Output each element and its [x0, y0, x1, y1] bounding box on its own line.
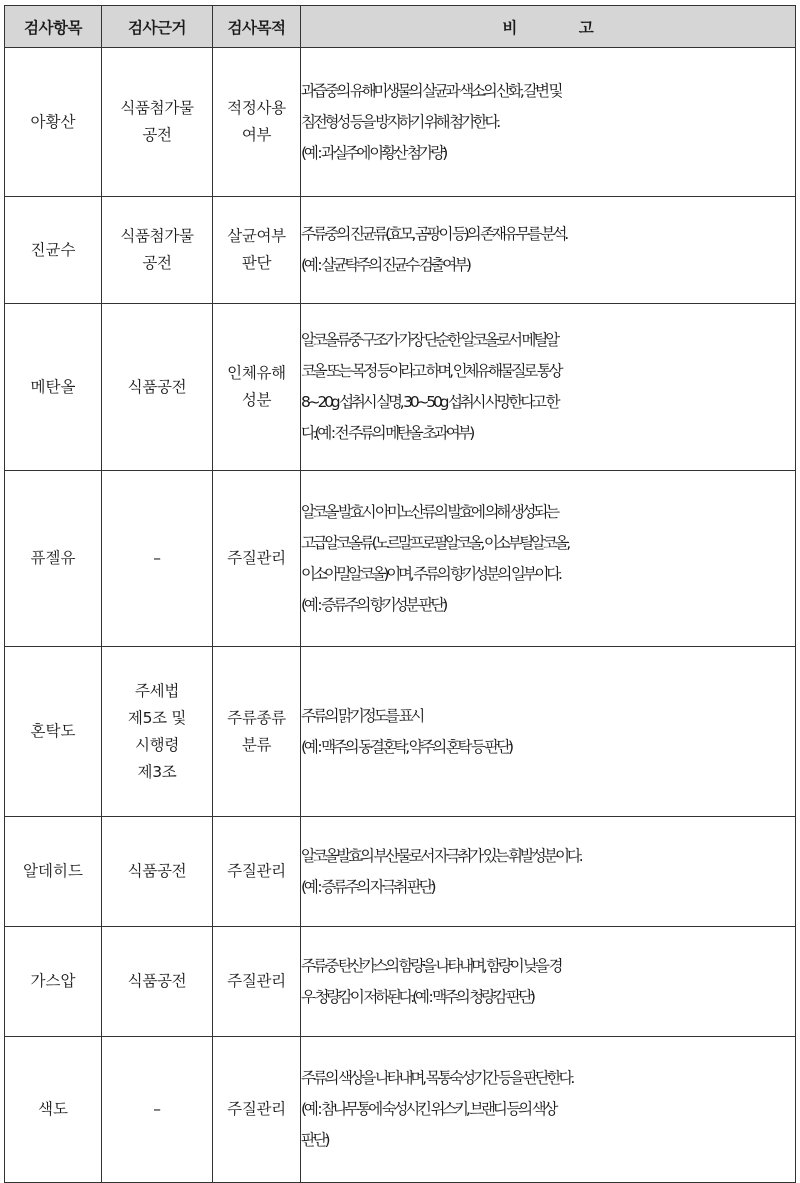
remarks-line: (예 : 살균탁주의 진균수 검출여부)	[301, 256, 469, 274]
item-cell: 혼탁도	[5, 647, 102, 817]
inspection-table-container	[4, 5, 795, 1183]
remarks-line: (예 : 참나무통에 숙성시킨 위스키, 브랜디 등의 색상	[301, 1100, 556, 1118]
purpose-line: 적정사용	[227, 99, 286, 117]
purpose-line: 분류	[241, 735, 272, 754]
purpose-cell	[213, 304, 301, 471]
remarks-cell	[301, 817, 796, 927]
basis-line: 식품공전	[127, 972, 187, 990]
remarks-line: 주류중의 진균류(효모, 곰팡이 등)의 존재유무를 분석.	[301, 225, 567, 243]
remarks-line: 판단)	[301, 1131, 328, 1149]
basis-cell	[102, 197, 213, 304]
purpose-line: 인체유해	[227, 364, 286, 382]
header-basis: 검사근거	[102, 6, 213, 48]
basis-cell	[102, 304, 213, 471]
basis-cell	[102, 471, 213, 647]
remarks-cell	[301, 647, 796, 817]
remarks-line: 주류의 색상을 나타내며, 목통숙성기간 등을 판단한다.	[301, 1069, 573, 1087]
table-row	[5, 197, 796, 304]
remarks-cell	[301, 48, 796, 197]
purpose-cell	[213, 1037, 301, 1183]
remarks-line: 다.(예 : 전 주류의 메탄올 초과여부)	[301, 424, 473, 442]
purpose-line: 주류종류	[227, 708, 286, 727]
purpose-line: 성분	[241, 391, 272, 409]
remarks-line: (예 : 증류주의 자극취 판단)	[301, 877, 434, 896]
purpose-cell	[213, 48, 301, 197]
remarks-line: 과즙중의 유해미생물의 살균과 색소의 산화, 갈변 및	[301, 81, 561, 100]
basis-line: 식품첨가물	[120, 227, 194, 245]
table-row	[5, 927, 796, 1037]
basis-cell	[102, 927, 213, 1037]
basis-line: 식품공전	[127, 862, 187, 880]
remarks-cell	[301, 304, 796, 471]
basis-cell	[102, 817, 213, 927]
item-cell: 진균수	[5, 197, 102, 304]
purpose-line: 주질관리	[227, 549, 286, 567]
remarks-line: 알코올발효의 부산물로서 자극취가 있는 휘발성분이다.	[301, 846, 581, 865]
purpose-line: 여부	[241, 126, 272, 144]
basis-line: 식품공전	[127, 377, 187, 396]
basis-cell	[102, 647, 213, 817]
table-row	[5, 817, 796, 927]
purpose-line: 살균여부	[227, 227, 286, 245]
purpose-cell	[213, 927, 301, 1037]
remarks-line: (예 : 과실주에 아황산 첨가량)	[301, 143, 446, 162]
basis-line: 공전	[142, 126, 172, 144]
purpose-line: 주질관리	[227, 862, 286, 880]
purpose-cell	[213, 471, 301, 647]
table-row	[5, 471, 796, 647]
remarks-line: 침전형성 등을 방지하기 위해 첨가한다.	[301, 112, 499, 131]
remarks-line: (예 : 맥주의 동결혼탁, 약주의 혼탁 등 판단)	[301, 737, 511, 756]
remarks-line: 고급알코올류(노르말프로필알코올, 이소부틸알코올,	[301, 533, 569, 552]
remarks-line: 주류의 맑기정도를 표시	[301, 706, 423, 725]
basis-line: 주세법	[134, 681, 180, 700]
table-row	[5, 48, 796, 197]
item-cell: 퓨젤유	[5, 471, 102, 647]
basis-line: 제3조	[137, 762, 177, 781]
basis-cell	[102, 1037, 213, 1183]
remarks-line: (예 : 증류주의 향기성분 판단)	[301, 595, 446, 614]
remarks-cell	[301, 471, 796, 647]
basis-cell	[102, 48, 213, 197]
remarks-line: 이소아밀알코올)이며, 주류의 향기성분의 일부이다.	[301, 564, 560, 583]
basis-line: –	[153, 1100, 161, 1118]
inspection-table	[4, 5, 796, 1183]
basis-line: 시행령	[134, 735, 180, 754]
basis-line: 식품첨가물	[120, 99, 194, 117]
basis-line: 공전	[142, 254, 172, 272]
table-row	[5, 304, 796, 471]
remarks-line: 알코올류중 구조가 가장 단순한 알코올로서 메틸알	[301, 331, 557, 349]
purpose-cell	[213, 817, 301, 927]
remarks-cell	[301, 1037, 796, 1183]
header-purpose: 검사목적	[213, 6, 301, 48]
table-row	[5, 647, 796, 817]
remarks-line: 알코올 발효시 아미노산류의 발효에 의해 생성되는	[301, 502, 557, 521]
item-cell: 메탄올	[5, 304, 102, 471]
remarks-line: 주류중 탄산가스의 함량을 나타내며, 함량이 낮을 경	[301, 956, 561, 975]
basis-line: –	[153, 549, 161, 567]
purpose-cell	[213, 647, 301, 817]
item-cell: 색도	[5, 1037, 102, 1183]
remarks-line: 코올 또는 목정 등이라고 하며, 인체유해물질로 통상	[301, 362, 561, 380]
header-remarks: 비 고	[301, 6, 796, 48]
header-row	[5, 6, 796, 48]
remarks-line: 8~20g 섭취시 실명, 30~50g 섭취시 사망한다고 한	[301, 393, 558, 411]
remarks-line: 우 청량감이 저하된다.(예 : 맥주의 청량감 판단)	[301, 987, 533, 1006]
purpose-line: 주질관리	[227, 972, 286, 990]
purpose-line: 판단	[241, 254, 272, 272]
purpose-line: 주질관리	[227, 1100, 286, 1118]
item-cell: 알데히드	[5, 817, 102, 927]
remarks-cell	[301, 927, 796, 1037]
item-cell: 아황산	[5, 48, 102, 197]
table-row	[5, 1037, 796, 1183]
remarks-cell	[301, 197, 796, 304]
header-item: 검사항목	[5, 6, 102, 48]
purpose-cell	[213, 197, 301, 304]
item-cell: 가스압	[5, 927, 102, 1037]
basis-line: 제5조 및	[127, 708, 187, 727]
